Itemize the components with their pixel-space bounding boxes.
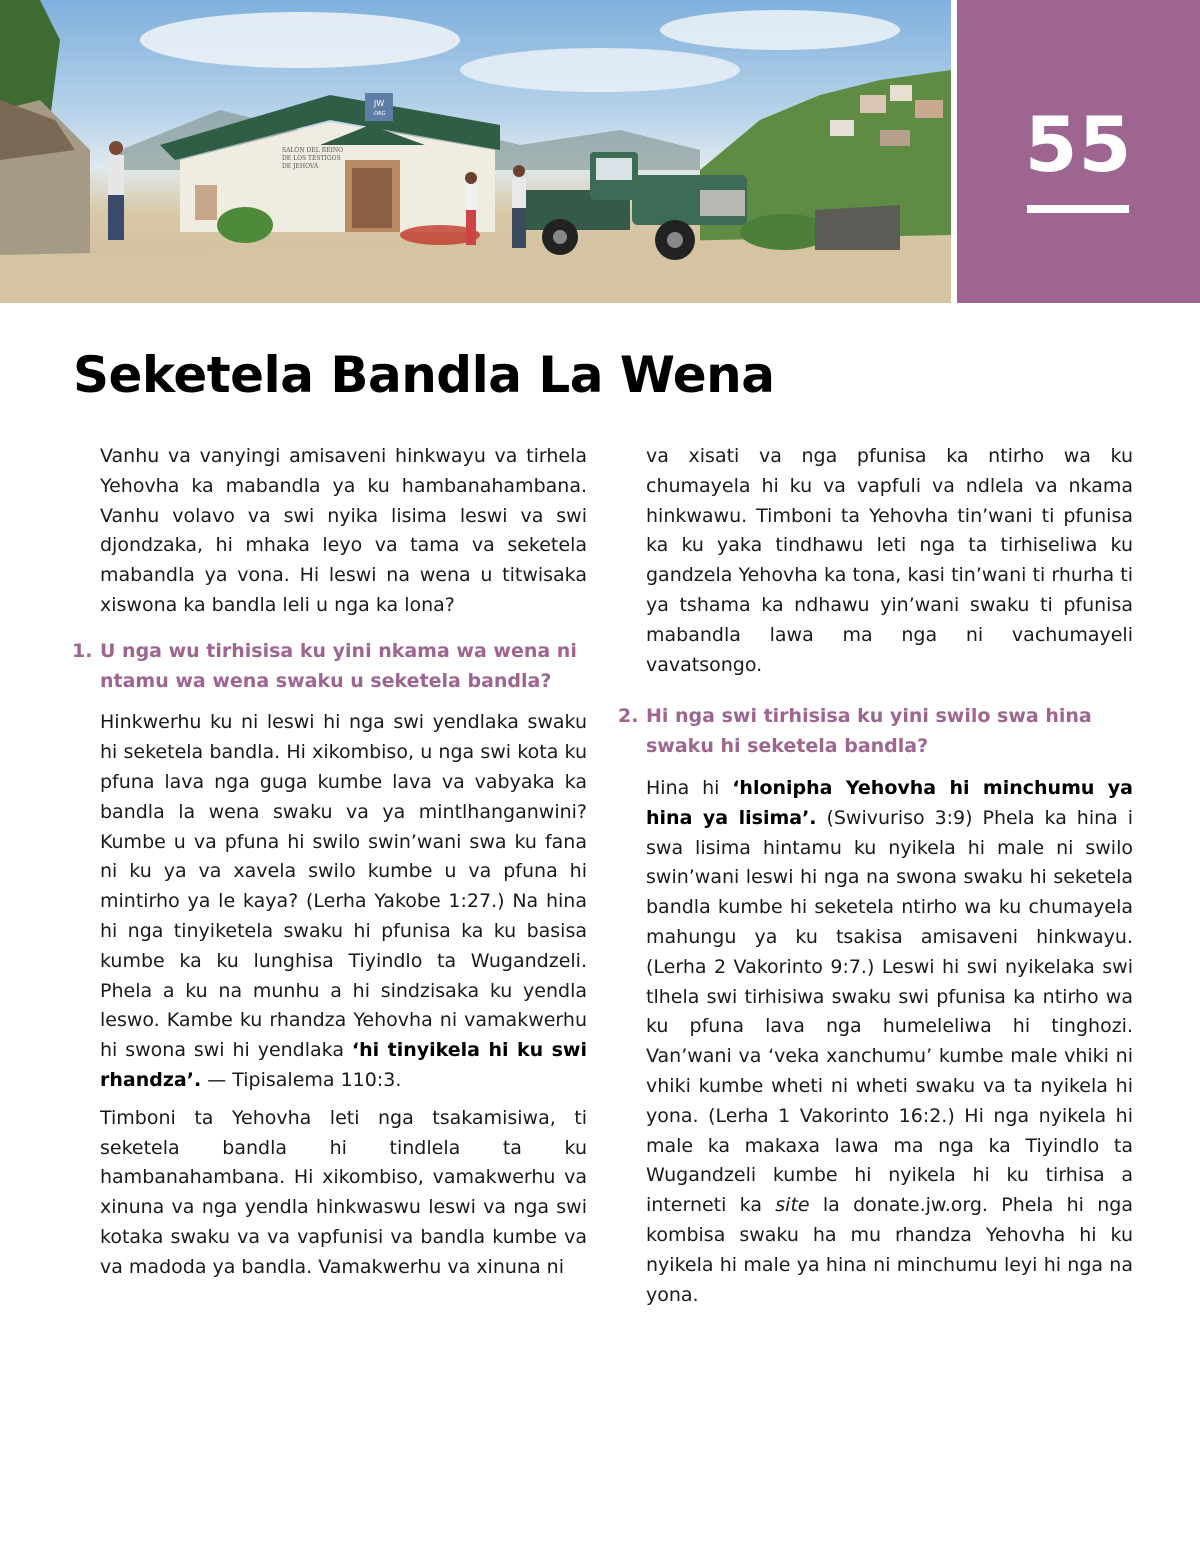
question-1 <box>72 637 587 697</box>
svg-text:.ORG: .ORG <box>372 111 386 117</box>
question-2-number: 2. <box>618 705 639 728</box>
q1-emphasis: ‘hi tinyikela hi ku swi rhandza’. <box>100 1039 587 1091</box>
intro-paragraph: Vanhu va vanyingi amisaveni hinkwayu va tirhela Yehovha ka mabandla ya ku hambanahambana. Vanhu volavo va swi nyika lisima leswi va swi djondzaka, hi mhaka leyo va tama va seketela mabandla ya vona. Hi leswi na wena u titwisaka xiswona ka bandla leli u nga ka lona? <box>100 445 587 616</box>
q1-paragraph-1: Hinkwerhu ku ni leswi hi nga swi yendlaka swaku hi seketela bandla. Hi xikombiso, u nga swi kota ku pfuna lava nga guga kumbe lava va vabyaka ka bandla la wena swaku va ya mintlhanganwini? Kumbe u va pfuna hi swilo swin’wani swa ku fana ni ku ya va xavela swilo kumbe u va pfuna hi mintirho ya le kaya? (Lerha Yakobe 1:27.) Na hina hi nga tinyiketela swaku hi pfunisa ka ku basisa kumbe ka ku lunghisa Tiyindlo ta Wugandzeli. Phela a ku na munhu a hi sindzisaka ku yendla leswo. Kambe ku rhandza Yehovha ni vamakwerhu hi swona swi hi yendlaka ‘hi tinyikela hi ku swi rhandza’. — Tipisalema 110:3. <box>100 711 587 1091</box>
q2-emphasis: ‘hlonipha Yehovha hi minchumu ya hina ya lisima’. <box>646 776 1133 829</box>
svg-text:DE JEHOVÁ: DE JEHOVÁ <box>282 163 319 170</box>
question-2 <box>618 702 1133 762</box>
question-1-number: 1. <box>72 639 93 662</box>
site-word: site <box>775 1194 810 1217</box>
lesson-number: 55 <box>1024 100 1133 189</box>
left-column <box>72 442 587 1291</box>
header-photo <box>0 0 951 303</box>
kingdom-hall-illustration <box>0 0 951 303</box>
q1-paragraph-2: Timboni ta Yehovha leti nga tsakamisiwa, ti seketela bandla hi tindlela ta ku hambanahambana. Hi xikombiso, vamakwerhu va xinuna va nga yendla hinkwaswu leswi va nga swi kotaka swaku va va vapfunisi va bandla kumbe va va madoda ya bandla. Vamakwerhu va xinuna ni <box>100 1106 587 1278</box>
right-column <box>618 442 1133 1318</box>
question-1-text: U nga wu tirhisisa ku yini nkama wa wena ni ntamu wa wena swaku u seketela bandla? <box>100 639 577 692</box>
svg-text:DE LOS TESTIGOS: DE LOS TESTIGOS <box>282 155 341 162</box>
page-title: Seketela Bandla La Wena <box>73 346 775 404</box>
svg-text:JW: JW <box>373 99 385 108</box>
lesson-badge <box>957 0 1200 303</box>
svg-text:SALÓN DEL REINO: SALÓN DEL REINO <box>282 147 344 154</box>
q2-paragraph-1: Hina hi ‘hlonipha Yehovha hi minchumu ya hina ya lisima’. (Swivuriso 3:9) Phela ka hina i swa lisima hintamu ku nyikela hi male ni swilo swin’wani leswi hi nga na swona swaku hi seketela bandla kumbe hi seketela ntirho wa ku chumayela mahungu ya ku tsakisa amisaveni hinkwayu. (Lerha 2 Vakorinto 9:7.) Leswi hi swi nyikelaka swi tlhela swi tirhisiwa swaku swi pfunisa ka ntirho wa ku pfuna lava nga humeleliwa hi tinghozi. Van’wani va ‘veka xanchumu’ kumbe male vhiki ni vhiki kumbe wheti ni wheti swaku va ta nyikela hi yona. (Lerha 1 Vakorinto 16:2.) Hi nga nyikela hi male ka makaxa lawa ma nga ka Tiyindlo ta Wugandzeli kumbe hi nyikela hi ku tirhisa a interneti ka site la donate.jw.org. Phela hi nga kombisa swaku ha mu rhandza Yehovha hi ku nyikela hi male ya hina ni minchumu leyi hi nga na yona. <box>646 776 1133 1306</box>
q1-paragraph-2-continued: va xisati va nga pfunisa ka ntirho wa ku chumayela hi ku va vapfuli va ndlela va nkama hinkwawu. Timboni ta Yehovha tin’wani ti pfunisa ka ku yaka tindhawu leti nga ta tirhiseliwa ku gandzela Yehovha ka tona, kasi tin’wani ti rhurha ti ya tshama ka ndhawu yin’wani swaku ti pfunisa mabandla lawa ma nga ni vachumayeli vavatsongo. <box>646 445 1133 676</box>
question-2-text: Hi nga swi tirhisisa ku yini swilo swa hina swaku hi seketela bandla? <box>646 705 1092 758</box>
lesson-number-underline <box>1027 205 1129 213</box>
